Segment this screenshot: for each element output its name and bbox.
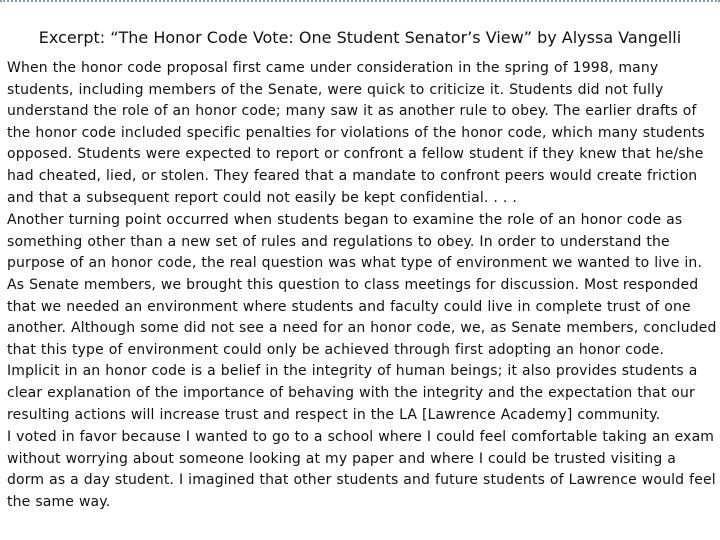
paragraph-1: When the honor code proposal first came under consideration in the spring of 1998, many students, including members of the Senate, were quick to criticize it. Students did not fully understand the role of an honor code; many saw it as another rule to obey. The earlier drafts of the honor code included specific penalties for violations of the honor code, which many students opposed. Students were expected to report or confront a fellow student if they knew that he/she had cheated, lied, or stolen. They feared that a mandate to confront peers would create friction and that a subsequent report could not easily be kept confidential. . . . (7, 60, 705, 206)
excerpt-title: Excerpt: “The Honor Code Vote: One Student Senator’s View” by Alyssa Vangelli (38, 28, 682, 47)
paragraph-3: I voted in favor because I wanted to go to a school where I could feel comfortable taking an exam without worrying about someone looking at my paper and where I could be trusted visiting a dorm as a day student. I imagined that other students and future students of Lawrence would feel the same way. (7, 429, 716, 510)
excerpt-body (7, 58, 717, 514)
top-dotted-rule (0, 0, 720, 2)
paragraph-2: Another turning point occurred when students began to examine the role of an honor code as something other than a new set of rules and regulations to obey. In order to understand the purpose of an honor code, the real question was what type of environment we wanted to live in. As Senate members, we brought this question to class meetings for discussion. Most responded that we needed an environment where students and faculty could live in complete trust of one another. Although some did not see a need for an honor code, we, as Senate members, concluded that this type of environment could only be achieved through first adopting an honor code. Implicit in an honor code is a belief in the integrity of human beings; it also provides students a clear explanation of the importance of behaving with the integrity and the expectation that our resulting actions will increase trust and respect in the LA [Lawrence Academy] community. (7, 212, 717, 423)
